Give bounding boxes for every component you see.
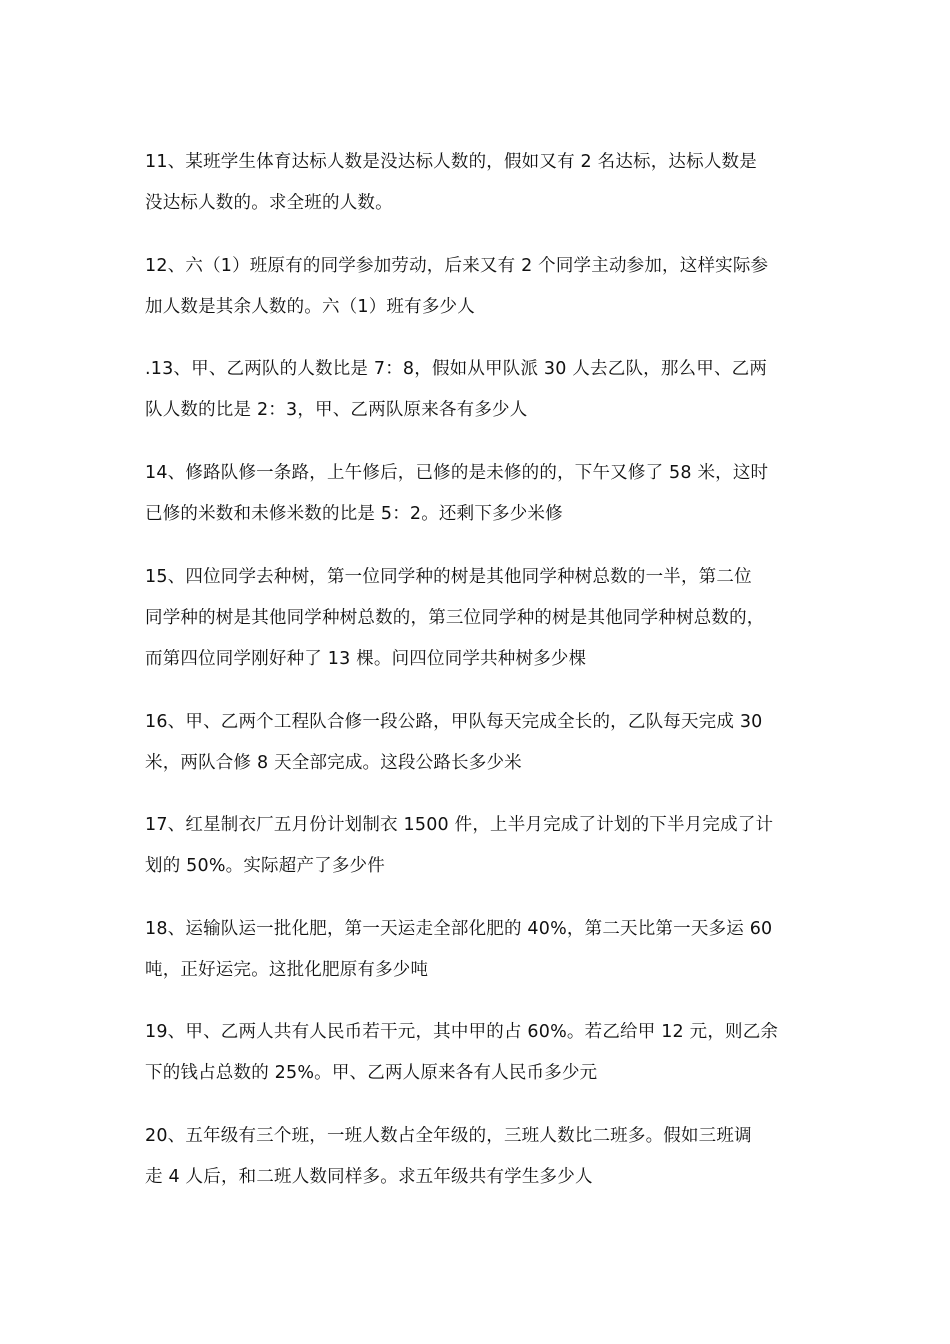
problem-17-line-2: 划的 50%。实际超产了多少件 xyxy=(145,856,385,876)
problem-15-line-1: 15、四位同学去种树，第一位同学种的树是其他同学种树总数的一半，第二位 xyxy=(145,567,752,587)
problem-14-line-2: 已修的米数和未修米数的比是 5：2。还剩下多少米修 xyxy=(145,504,563,524)
problem-12-line-1: 12、六（1）班原有的同学参加劳动，后来又有 2 个同学主动参加，这样实际参 xyxy=(145,256,769,276)
problem-18-line-1: 18、运输队运一批化肥，第一天运走全部化肥的 40%，第二天比第一天多运 60 xyxy=(145,919,773,939)
problem-15-line-3: 而第四位同学刚好种了 13 棵。问四位同学共种树多少棵 xyxy=(145,649,587,669)
problem-13-line-2: 队人数的比是 2：3，甲、乙两队原来各有多少人 xyxy=(145,400,528,420)
problem-14-line-1: 14、修路队修一条路，上午修后，已修的是未修的的，下午又修了 58 米，这时 xyxy=(145,463,769,483)
problem-16 xyxy=(145,702,835,784)
problem-15-line-2: 同学种的树是其他同学种树总数的，第三位同学种的树是其他同学种树总数的， xyxy=(145,608,765,628)
problem-19-line-1: 19、甲、乙两人共有人民币若干元，其中甲的占 60%。若乙给甲 12 元，则乙余 xyxy=(145,1022,779,1042)
problem-11 xyxy=(145,142,835,224)
problem-17-line-1: 17、红星制衣厂五月份计划制衣 1500 件，上半月完成了计划的下半月完成了计 xyxy=(145,815,774,835)
problem-19 xyxy=(145,1012,835,1094)
problem-13-line-1: .13、甲、乙两队的人数比是 7：8，假如从甲队派 30 人去乙队，那么甲、乙两 xyxy=(145,359,768,379)
problem-11-line-2: 没达标人数的。求全班的人数。 xyxy=(145,193,393,213)
problem-17 xyxy=(145,805,835,887)
problem-11-line-1: 11、某班学生体育达标人数是没达标人数的，假如又有 2 名达标，达标人数是 xyxy=(145,152,757,172)
problem-18 xyxy=(145,909,835,991)
problem-12-line-2: 加人数是其余人数的。六（1）班有多少人 xyxy=(145,297,475,317)
problem-14 xyxy=(145,453,835,535)
problem-16-line-1: 16、甲、乙两个工程队合修一段公路，甲队每天完成全长的，乙队每天完成 30 xyxy=(145,712,763,732)
problem-20-line-2: 走 4 人后，和二班人数同样多。求五年级共有学生多少人 xyxy=(145,1167,593,1187)
problem-19-line-2: 下的钱占总数的 25%。甲、乙两人原来各有人民币多少元 xyxy=(145,1063,598,1083)
problem-13 xyxy=(145,349,835,431)
problem-18-line-2: 吨，正好运完。这批化肥原有多少吨 xyxy=(145,960,429,980)
problem-16-line-2: 米，两队合修 8 天全部完成。这段公路长多少米 xyxy=(145,753,522,773)
problem-15 xyxy=(145,557,835,680)
problem-12 xyxy=(145,246,835,328)
problem-20 xyxy=(145,1116,835,1198)
problem-20-line-1: 20、五年级有三个班，一班人数占全年级的，三班人数比二班多。假如三班调 xyxy=(145,1126,752,1146)
